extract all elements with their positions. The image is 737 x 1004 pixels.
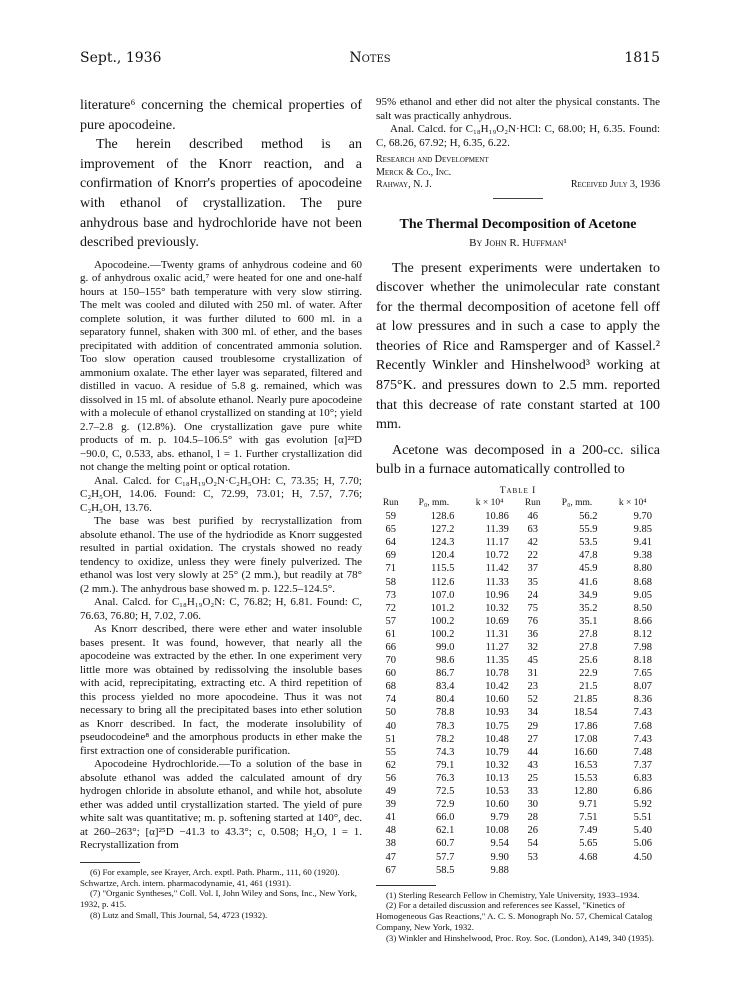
table-cell: 9.79 — [490, 812, 509, 824]
table-cell: 8.80 — [633, 563, 652, 575]
table-cell: 17.08 — [573, 733, 598, 745]
table-cell: 5.92 — [633, 799, 652, 811]
table-cell: 10.93 — [485, 707, 509, 719]
table-row — [376, 798, 660, 811]
table-cell: 22.9 — [579, 668, 598, 680]
table-cell: 9.05 — [633, 589, 652, 601]
table-cell: 16.60 — [573, 746, 598, 758]
table-cell: 10.60 — [485, 694, 509, 706]
table-cell: 72.9 — [435, 799, 455, 811]
address-line-3 — [376, 179, 660, 192]
address-city: Rahway, N. J. — [376, 179, 432, 190]
table-cell: 12.80 — [573, 786, 598, 798]
table-cell: 128.6 — [430, 511, 455, 523]
table-caption: Table I — [499, 486, 537, 497]
table-cell: 8.50 — [633, 602, 652, 614]
table-cell: 7.68 — [633, 720, 652, 732]
table-row — [376, 811, 660, 824]
col-header-rate: k × 10⁴ — [475, 498, 504, 509]
table-cell: 6.83 — [633, 772, 652, 784]
table-cell: 10.32 — [485, 602, 509, 614]
table-row — [376, 576, 660, 589]
table-cell: 62 — [385, 759, 397, 771]
paragraph-method: The herein described method is an improvement of the Knorr reaction, and a confirmation of Knorr's properties of apocodeine with ethanol of crystallization. The pure anhydrous base and hydrochloride have not been described previously. — [80, 137, 362, 251]
table-cell: 11.17 — [485, 537, 509, 549]
table-cell: 21.5 — [579, 681, 598, 693]
table-cell: 36 — [527, 628, 538, 640]
table-cell: 9.71 — [579, 799, 598, 811]
table-cell: 23 — [527, 681, 538, 693]
table-cell: 115.5 — [431, 563, 455, 575]
table-cell: 17.86 — [573, 720, 598, 732]
table-cell: 74.3 — [435, 746, 455, 758]
table-cell: 57 — [385, 615, 397, 627]
table-row — [376, 837, 660, 850]
table-row — [376, 746, 660, 759]
table-cell: 10.42 — [485, 681, 509, 693]
table-cell: 27 — [527, 733, 538, 745]
table-cell: 34.9 — [579, 589, 598, 601]
table-cell: 44 — [527, 746, 538, 758]
col-header-run: Run — [524, 498, 541, 509]
table-cell: 54 — [527, 838, 538, 850]
table-row — [376, 562, 660, 575]
table-cell: 10.53 — [485, 786, 509, 798]
table-cell: 65 — [385, 524, 397, 536]
paragraph-hydrochloride: Apocodeine Hydrochloride.—To a solution of the base in absolute ethanol was added the calculated amount of dry hydrogen chloride in absolute ethanol, and while hot, absolute ether was added until crystallization started. The yield of pure white salt was quantitative; m. p. softening started at 140°, dec. at 260–263°; [α]²⁵D −41.3 to 43.3°; c, 0.508; H₂O, l = 1. Recrystallization from — [80, 758, 362, 852]
table-cell: 35.2 — [579, 602, 598, 614]
table-cell: 10.75 — [485, 720, 509, 732]
table-cell: 47 — [385, 851, 397, 863]
paragraph-literature: literature⁶ concerning the chemical properties of pure apocodeine. — [80, 98, 362, 133]
table-row — [376, 510, 660, 523]
table-cell — [605, 864, 660, 877]
table-row — [376, 615, 660, 628]
table-cell: 10.78 — [485, 668, 509, 680]
footnote-rule — [376, 885, 436, 886]
footnote-7: (7) "Organic Syntheses," Coll. Vol. I, John Wiley and Sons, Inc., New York, 1932, p. 415. — [80, 888, 357, 910]
table-cell: 41 — [385, 812, 397, 824]
paragraph-analysis-2: Anal. Calcd. for C₁₈H₁₉O₂N: C, 76.82; H, 6.81. Found: C, 76.63, 76.80; H, 7.02, 7.06. — [80, 596, 362, 622]
table-cell: 7.48 — [633, 746, 652, 758]
table-header-row — [376, 498, 660, 510]
page-header — [80, 50, 660, 72]
table-cell: 10.13 — [485, 772, 509, 784]
table-cell: 28 — [527, 812, 538, 824]
table-row — [376, 536, 660, 549]
table-cell: 5.06 — [633, 838, 652, 850]
table-cell: 9.88 — [490, 864, 509, 876]
table-cell: 83.4 — [435, 681, 455, 693]
table-cell: 26 — [527, 825, 538, 837]
table-cell: 64 — [385, 537, 397, 549]
table-cell: 7.43 — [633, 733, 652, 745]
table-cell: 55.9 — [579, 524, 598, 536]
table-cell: 10.32 — [485, 759, 509, 771]
table-cell: 107.0 — [430, 589, 455, 601]
article-byline: By John R. Huffman¹ — [469, 236, 567, 249]
paragraph-continuation: 95% ethanol and ether did not alter the physical constants. The salt was practically anhydrous. — [376, 96, 660, 122]
table-cell: 73 — [385, 589, 397, 601]
table-cell: 100.2 — [430, 615, 455, 627]
table-cell: 5.51 — [633, 812, 652, 824]
table-cell: 8.68 — [633, 576, 652, 588]
table-cell: 8.07 — [633, 681, 652, 693]
table-row — [376, 602, 660, 615]
col-header-rate: k × 10⁴ — [618, 498, 647, 509]
table-cell: 45 — [527, 655, 538, 667]
address-line-2: Merck & Co., Inc. — [376, 166, 452, 178]
table-cell: 86.7 — [435, 668, 455, 680]
table-cell: 98.6 — [435, 655, 455, 667]
table-cell: 10.60 — [485, 799, 509, 811]
table-cell: 49 — [385, 786, 397, 798]
table-cell: 124.3 — [430, 537, 455, 549]
address-line-1: Research and Development — [376, 154, 489, 165]
table-cell: 10.86 — [485, 511, 509, 523]
table-cell: 34 — [527, 707, 538, 719]
table-cell: 48 — [385, 825, 397, 837]
table-cell: 33 — [527, 786, 538, 798]
table-cell: 25 — [527, 772, 538, 784]
table-cell: 79.1 — [435, 759, 455, 771]
table-cell: 70 — [385, 655, 397, 667]
table-cell: 35 — [527, 576, 538, 588]
table-cell: 4.68 — [579, 851, 598, 863]
table-cell: 9.54 — [490, 838, 509, 850]
paragraph-analysis-1: Anal. Calcd. for C₁₈H₁₉O₂N·C₂H₅OH: C, 73.35; H, 7.70; C₂H₅OH, 14.06. Found: C, 72.99, 73.01; H, 7.57, 7.76; C₂H₅OH, 13.76. — [80, 474, 362, 514]
table-cell: 43 — [527, 759, 538, 771]
table-cell: 38 — [385, 838, 397, 850]
table-cell: 27.8 — [579, 642, 598, 654]
article-title: The Thermal Decomposition of Acetone — [399, 216, 637, 232]
footnote-6: (6) For example, see Krayer, Arch. exptl. Path. Pharm., 111, 60 (1920). Schwartze, Arch. intern. pharmacodynamie, 41, 461 (1931). — [80, 866, 340, 888]
table-cell: 69 — [385, 550, 397, 562]
paragraph-purification: The base was best purified by recrystallization from absolute ethanol. The use of the hydriodide as Knorr suggested resulted in partial oxidation. The crystals showed no ready tendency to oxidize, unless they were finely pulverized. The ethanol was lost very slowly at 25° (2 mm.), but readily at 78° (2 mm.). The anhydrous base showed m. p. 122.5–124.5°. — [80, 515, 362, 595]
table-row — [376, 864, 660, 877]
table-row — [376, 641, 660, 654]
table-cell: 80.4 — [435, 694, 455, 706]
paragraph-intro: The present experiments were undertaken to discover whether the unimolecular rate constant for the thermal decomposition of acetone fell off at low pressures and in such a case to apply the theories of Rice and Ramsperger and of Kassel.² Recently Winkler and Hinshelwood³ working at 875°K. and pressures down to 2.5 mm. reported that this decrease of rate constant started at 100 mm. — [376, 260, 660, 433]
table-cell: 60 — [385, 668, 397, 680]
table-body — [376, 510, 660, 877]
table-row — [376, 706, 660, 719]
rate-table — [376, 498, 660, 877]
right-column — [376, 96, 660, 944]
table-cell: 39 — [385, 799, 397, 811]
table-row — [376, 628, 660, 641]
table-cell: 53 — [527, 851, 538, 863]
table-cell: 58 — [385, 576, 397, 588]
table-cell: 7.51 — [579, 812, 598, 824]
table-cell: 7.49 — [579, 825, 598, 837]
table-cell: 62.1 — [435, 825, 455, 837]
col-header-pressure: P₀, mm. — [561, 498, 593, 509]
table-cell: 100.2 — [430, 628, 455, 640]
table-cell: 53.5 — [579, 537, 598, 549]
table-cell: 21.85 — [573, 694, 598, 706]
table-cell: 31 — [527, 668, 538, 680]
paragraph-analysis-3: Anal. Calcd. for C₁₈H₁₉O₂N·HCl: C, 68.00; H, 6.35. Found: C, 68.26, 67.92; H, 6.35, 6.22. — [376, 123, 660, 149]
table-cell: 127.2 — [430, 524, 455, 536]
table-cell: 9.85 — [633, 524, 652, 536]
table-cell: 32 — [527, 642, 538, 654]
table-cell: 78.3 — [435, 720, 455, 732]
table-cell: 37 — [527, 563, 538, 575]
table-cell: 101.2 — [430, 602, 455, 614]
table-cell: 75 — [527, 602, 538, 614]
page-number: 1815 — [624, 50, 660, 66]
received-date: Received July 3, 1936 — [570, 179, 660, 190]
table-cell: 112.6 — [431, 576, 455, 588]
table-cell: 78.8 — [435, 707, 455, 719]
table-cell: 58.5 — [435, 864, 455, 876]
table-cell: 61 — [385, 628, 397, 640]
table-cell: 42 — [527, 537, 538, 549]
table-cell: 41.6 — [579, 576, 598, 588]
table-cell: 8.18 — [633, 655, 652, 667]
table-cell: 30 — [527, 799, 538, 811]
table-cell: 56 — [385, 772, 397, 784]
table-cell: 35.1 — [579, 615, 598, 627]
table-cell: 10.08 — [485, 825, 509, 837]
table-row — [376, 824, 660, 837]
table-cell: 10.72 — [485, 550, 509, 562]
paragraph-knorr: As Knorr described, there were ether and water insoluble bases present. It was found, however, that nearly all the apocodeine was extracted by the ether. In one experiment very little more was obtained by redissolving the insoluble bases with acid, reprecipitating, extracting etc. A third repetition of this process yielded no more apocodeine. Thus it was not necessary to bring all the precipitated bases into ether solution as Knorr described. In fact, the moderate insolubility of pseudocodeine⁸ and the amorphous products in ether make the first extraction one of considerable purification. — [80, 623, 362, 757]
table-cell: 7.65 — [633, 668, 652, 680]
table-cell: 24 — [527, 589, 538, 601]
table-cell: 11.35 — [485, 655, 509, 667]
footnote-8: (8) Lutz and Small, This Journal, 54, 4723 (1932). — [90, 909, 268, 920]
table-row — [376, 549, 660, 562]
table-cell: 74 — [385, 694, 397, 706]
table-cell: 5.65 — [579, 838, 598, 850]
table-cell: 40 — [385, 720, 397, 732]
table-cell: 55 — [385, 746, 397, 758]
table-cell: 11.31 — [485, 628, 509, 640]
table-cell: 72.5 — [435, 786, 455, 798]
table-cell: 16.53 — [573, 759, 598, 771]
table-cell: 66.0 — [435, 812, 455, 824]
table-row — [376, 589, 660, 602]
header-section: Notes — [349, 50, 391, 66]
section-divider — [493, 198, 543, 199]
table-cell: 11.27 — [485, 642, 509, 654]
table-cell: 11.42 — [485, 563, 509, 575]
table-cell: 9.70 — [633, 511, 652, 523]
table-cell: 76 — [527, 615, 538, 627]
table-cell: 10.69 — [485, 615, 509, 627]
table-cell: 9.41 — [633, 537, 652, 549]
table-row — [376, 680, 660, 693]
footnote-3: (3) Winkler and Hinshelwood, Proc. Roy. Soc. (London), A149, 340 (1935). — [386, 932, 654, 943]
table-cell: 52 — [527, 694, 538, 706]
table-cell: 10.48 — [485, 733, 509, 745]
table-cell: 7.43 — [633, 707, 652, 719]
col-header-pressure: P₀, mm. — [418, 498, 450, 509]
table-cell: 4.50 — [633, 851, 652, 863]
table-cell: 29 — [527, 720, 538, 732]
table-row — [376, 850, 660, 863]
table-cell: 11.39 — [485, 524, 509, 536]
table-cell: 60.7 — [435, 838, 455, 850]
table-cell: 7.98 — [633, 642, 652, 654]
header-date: Sept., 1936 — [80, 50, 162, 66]
paragraph-apocodeine: Apocodeine.—Twenty grams of anhydrous codeine and 60 g. of anhydrous oxalic acid,⁷ were heated for one and one-half hours at 150–155° bath temperature with very slow stirring. The melt was cooled and diluted with 250 ml. of water. After complete solution, it was further diluted to 600 ml. in a separatory funnel, shaken with 300 ml. of ether, and the bases precipitated with addition of concentrated ammonia solution. Too slow operation caused troublesome crystallization of ammonium oxalate. The ether layer was separated, filtered and distilled in vacuo. A residue of 5.8 g. remained, which was dissolved in 15 ml. of absolute ethanol. Nearly pure apocodeine with a molecule of ethanol crystallized on standing at 10°; yield 2.7–2.8 g. (12.8%). One crystallization gave pure white products of m. p. 104.5–106.5° with gas evolution [α]²²D −90.0, C, 0.533, abs. ethanol, l = 1. Further crystallization did not change the melting point or optical rotation. — [80, 258, 362, 474]
table-cell: 56.2 — [579, 511, 598, 523]
table-row — [376, 772, 660, 785]
table-cell: 11.33 — [485, 576, 509, 588]
table-row — [376, 733, 660, 746]
table-cell: 18.54 — [573, 707, 598, 719]
table-cell: 5.40 — [633, 825, 652, 837]
table-row — [376, 785, 660, 798]
table-row — [376, 523, 660, 536]
table-cell: 57.7 — [435, 851, 455, 863]
table-cell: 63 — [527, 524, 538, 536]
table-cell: 8.12 — [633, 628, 652, 640]
table-cell: 120.4 — [430, 550, 455, 562]
table-row — [376, 654, 660, 667]
footnote-2: (2) For a detailed discussion and references see Kassel, "Kinetics of Homogeneous Gas Reactions," A. C. S. Monograph No. 57, Chemical Catalog Company, New York, 1932. — [376, 900, 653, 933]
table-cell: 78.2 — [435, 733, 455, 745]
table-cell: 59 — [385, 511, 397, 523]
left-column — [80, 96, 362, 921]
table-cell: 9.90 — [490, 851, 509, 863]
table-cell: 45.9 — [579, 563, 598, 575]
footnote-1: (1) Sterling Research Fellow in Chemistry, Yale University, 1933–1934. — [386, 889, 640, 900]
table-cell: 10.79 — [485, 746, 509, 758]
table-cell: 67 — [385, 864, 397, 876]
table-row — [376, 720, 660, 733]
table-cell: 50 — [385, 707, 397, 719]
table-cell: 76.3 — [435, 772, 455, 784]
table-cell: 22 — [527, 550, 538, 562]
footnote-rule — [80, 862, 140, 863]
table-cell — [517, 864, 549, 877]
table-cell: 25.6 — [579, 655, 598, 667]
table-cell: 68 — [385, 681, 397, 693]
table-cell: 8.36 — [633, 694, 652, 706]
table-cell: 66 — [385, 642, 397, 654]
table-row — [376, 667, 660, 680]
paragraph-procedure: Acetone was decomposed in a 200-cc. silica bulb in a furnace automatically controlled to — [376, 442, 660, 478]
table-cell: 10.96 — [485, 589, 509, 601]
table-cell: 47.8 — [579, 550, 598, 562]
table-cell: 15.53 — [573, 772, 598, 784]
table-cell — [549, 864, 606, 877]
table-cell: 6.86 — [633, 786, 652, 798]
table-cell: 9.38 — [633, 550, 652, 562]
table-row — [376, 759, 660, 772]
table-cell: 71 — [385, 563, 397, 575]
col-header-run: Run — [382, 498, 399, 509]
table-cell: 99.0 — [435, 642, 455, 654]
table-cell: 8.66 — [633, 615, 652, 627]
table-cell: 27.8 — [579, 628, 598, 640]
table-cell: 72 — [385, 602, 397, 614]
table-row — [376, 693, 660, 706]
table-cell: 51 — [385, 733, 397, 745]
table-cell: 7.37 — [633, 759, 652, 771]
table-cell: 46 — [527, 511, 538, 523]
